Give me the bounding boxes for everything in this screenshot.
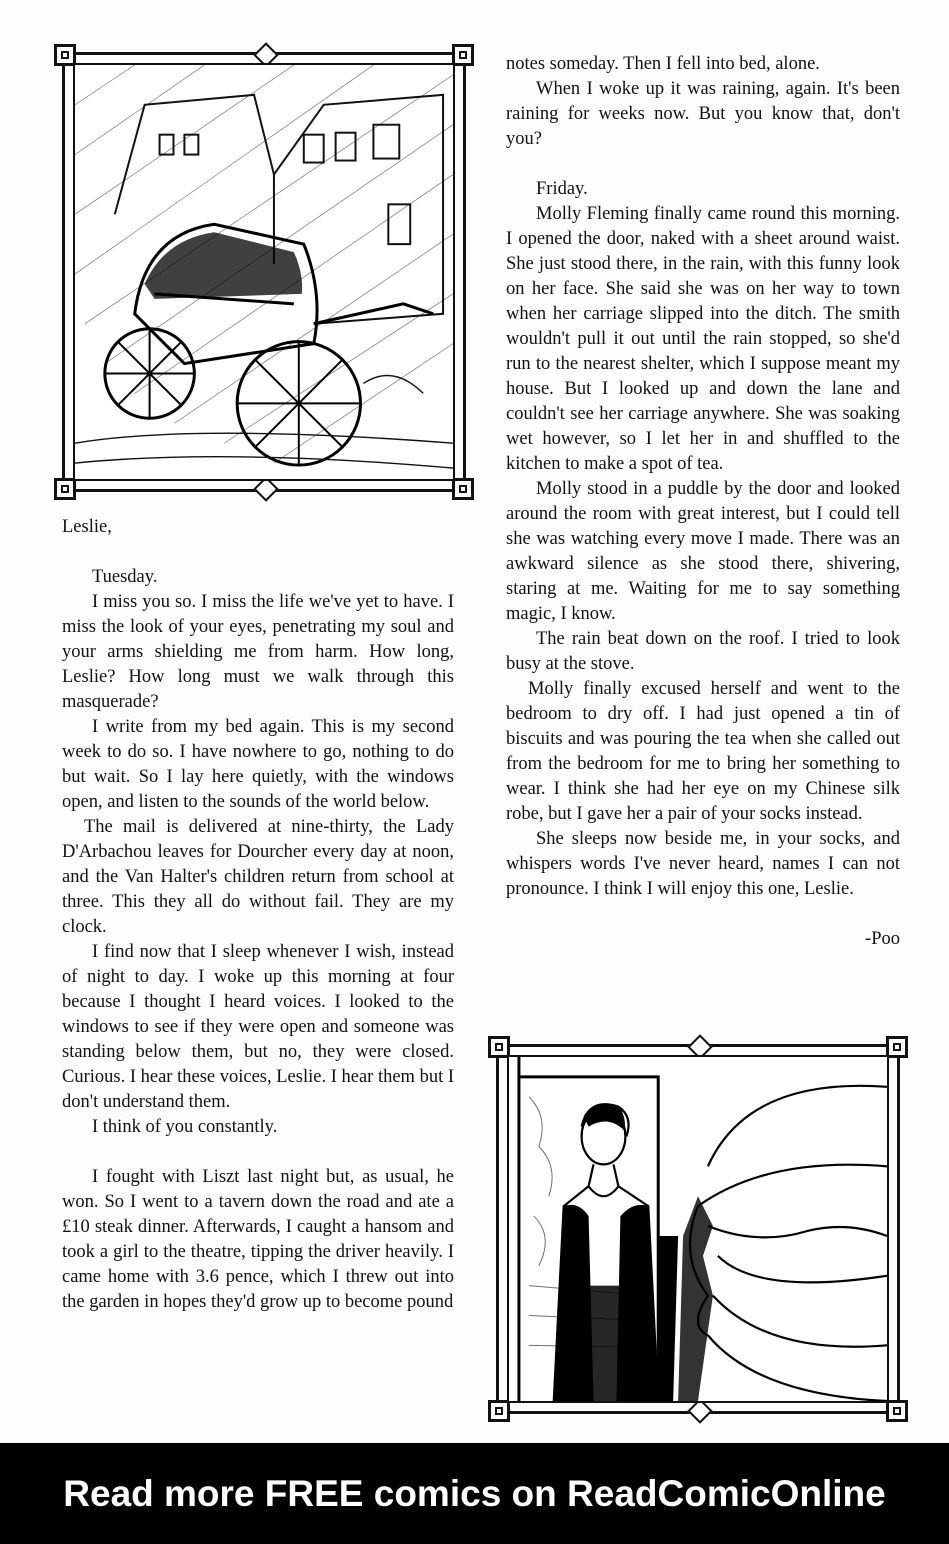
frame-corner-ornament — [488, 1400, 510, 1422]
letter-paragraph: When I woke up it was raining, again. It's been raining for weeks now. But you know that, don't you? — [506, 79, 900, 149]
day-heading-friday: Friday. — [536, 179, 588, 199]
molly-illustration — [507, 1055, 889, 1403]
letter-paragraph: Molly stood in a puddle by the door and looked around the room with great interest, but I could tell she was watching every move I made. There was an awkward silence as she stood there, shivering, staring at me. Waiting for me to say something magic, I know. — [506, 479, 900, 624]
letter-paragraph: The rain beat down on the roof. I tried to look busy at the stove. — [506, 629, 900, 674]
letter-salutation: Leslie, — [62, 517, 112, 537]
frame-corner-ornament — [886, 1400, 908, 1422]
carriage-illustration — [73, 63, 455, 481]
letter-left-column — [62, 515, 454, 1315]
letter-paragraph-continued: notes someday. Then I fell into bed, alone. — [506, 54, 820, 74]
letter-paragraph: I think of you constantly. — [92, 1117, 278, 1137]
liszt-text: I fought with Liszt last night but, as usual, he won. So I went to a tavern down the road and ate a £10 steak dinner. Afterwards, I caught a hansom and took a girl to the theatre, tipping the driver heavily. I came home with 3.6 pence, which I threw out into the garden in hopes they'd grow up to become pound — [62, 1167, 454, 1312]
letter-paragraph-liszt — [62, 1165, 454, 1315]
letter-signature: -Poo — [865, 929, 900, 949]
frame-corner-ornament — [886, 1036, 908, 1058]
frame-corner-ornament — [452, 44, 474, 66]
letter-paragraph: Molly finally excused herself and went to the bedroom to dry off. I had just opened a tin of biscuits and was pouring the tea when she called out from the bedroom for me to bring her something to wear. I think she had her eye on my Chinese silk robe, but I gave her a pair of your socks instead. — [506, 679, 900, 824]
letter-paragraph: I miss you so. I miss the life we've yet to have. I miss the look of your eyes, penetrating my soul and your arms shielding me from harm. How long, Leslie? How long must we walk through this masquerade? — [62, 592, 454, 712]
frame-corner-ornament — [452, 478, 474, 500]
letter-paragraph: I write from my bed again. This is my second week to do so. I have nowhere to go, nothing to do but wait. So I lay here quietly, with the windows open, and listen to the sounds of the world below. — [62, 717, 454, 812]
letter-paragraph: I find now that I sleep whenever I wish, instead of night to day. I woke up this morning at four because I thought I heard voices. I looked to the windows to see if they were open and someone was standing below them, but no, they were closed. Curious. I hear these voices, Leslie. I hear them but I don't understand them. — [62, 942, 454, 1112]
carriage-illustration-panel — [62, 52, 466, 492]
letter-right-column — [506, 52, 900, 952]
read-more-banner-link[interactable]: Read more FREE comics on ReadComicOnline — [0, 1443, 949, 1544]
letter-paragraph: She sleeps now beside me, in your socks, and whispers words I've never heard, names I can not pronounce. I think I will enjoy this one, Leslie. — [506, 829, 900, 899]
letter-paragraph: Molly Fleming finally came round this morning. I opened the door, naked with a sheet around waist. She just stood there, in the rain, with this funny look on her face. She said she was on her way to town when her carriage slipped into the ditch. The smith wouldn't pull it out until the rain stopped, so she'd run to the nearest shelter, which I suppose meant my house. But I looked up and down the lane and couldn't see her carriage anywhere. She was soaking wet however, so I let her in and shuffled to the kitchen to make a spot of tea. — [506, 204, 900, 474]
frame-corner-ornament — [54, 478, 76, 500]
day-heading-tuesday: Tuesday. — [92, 567, 158, 587]
letter-paragraph: The mail is delivered at nine-thirty, the Lady D'Arbachou leaves for Dourcher every day at noon, and the Van Halter's children return from school at three. This they all do without fail. They are my clock. — [62, 817, 454, 937]
molly-illustration-panel — [496, 1044, 900, 1414]
